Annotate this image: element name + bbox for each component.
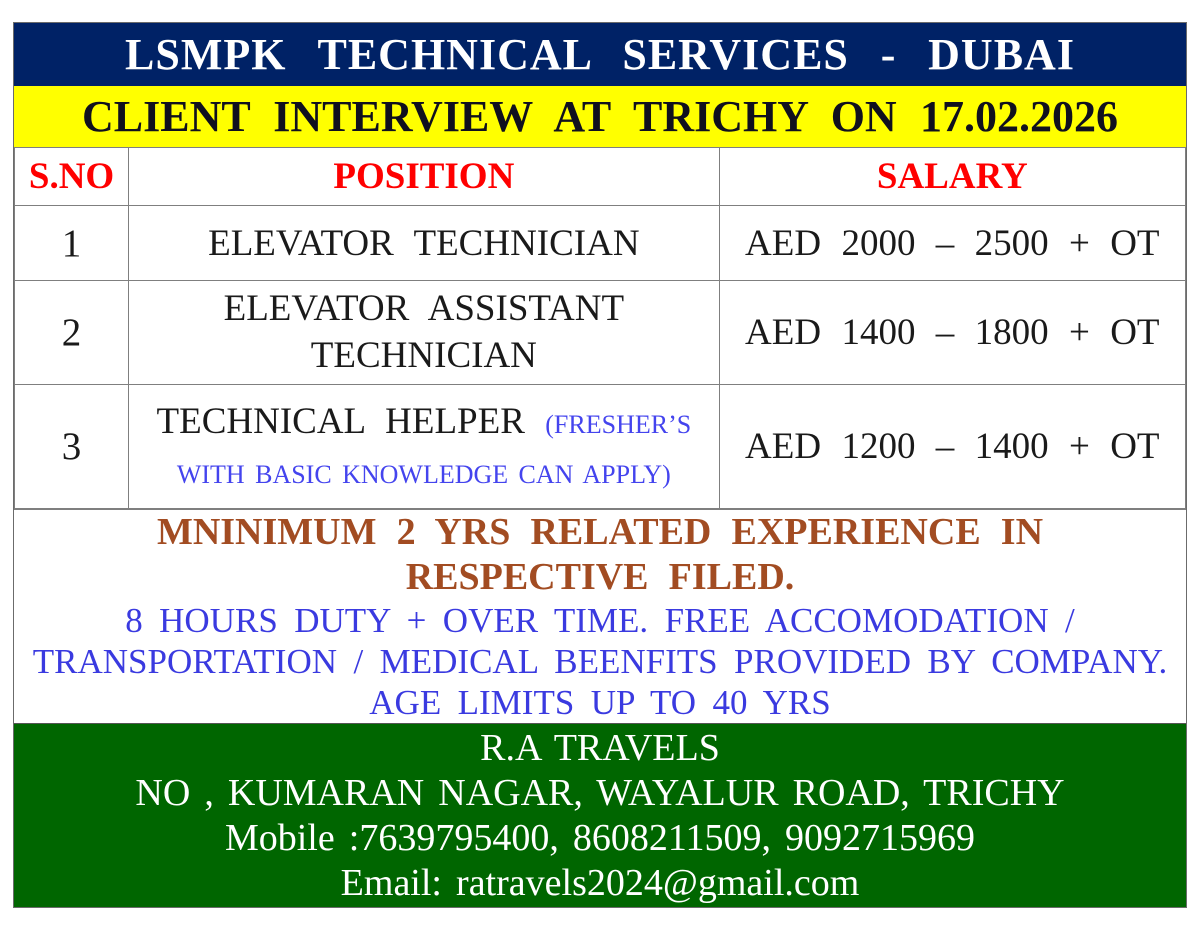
- agency-name: R.A TRAVELS: [480, 726, 720, 769]
- cell-position: [129, 281, 720, 385]
- column-header-sno: S.NO: [15, 148, 129, 206]
- position-text: TECHNICAL HELPER: [156, 400, 525, 442]
- interview-banner: [14, 86, 1186, 147]
- cell-position: ELEVATOR TECHNICIAN: [129, 206, 720, 281]
- cell-sno: 3: [15, 385, 129, 509]
- benefits-note-line: 8 HOURS DUTY + OVER TIME. FREE ACCOMODATION /: [125, 601, 1075, 640]
- cell-sno: 2: [15, 281, 129, 385]
- job-flyer: [13, 22, 1187, 908]
- agency-address: NO , KUMARAN NAGAR, WAYALUR ROAD, TRICHY: [135, 771, 1065, 814]
- cell-salary: AED 1400 – 1800 + OT: [719, 281, 1185, 385]
- table-row: [15, 385, 1186, 509]
- column-header-position: POSITION: [129, 148, 720, 206]
- benefits-note-line: TRANSPORTATION / MEDICAL BEENFITS PROVIDED BY COMPANY.: [32, 642, 1168, 681]
- cell-position: [129, 385, 720, 509]
- experience-note-line: RESPECTIVE FILED.: [405, 556, 795, 598]
- agency-mobile-numbers: Mobile :7639795400, 8608211509, 9092715969: [224, 816, 976, 859]
- table-header-row: [15, 148, 1186, 206]
- position-text: ELEVATOR ASSISTANT TECHNICIAN: [223, 288, 625, 376]
- cell-sno: 1: [15, 206, 129, 281]
- cell-salary: AED 1200 – 1400 + OT: [719, 385, 1185, 509]
- cell-salary: AED 2000 – 2500 + OT: [719, 206, 1185, 281]
- company-title: LSMPK TECHNICAL SERVICES - DUBAI: [125, 30, 1075, 79]
- position-fresher-note: (FRESHER’S WITH BASIC KNOWLEDGE CAN APPLY): [176, 409, 692, 489]
- notes-section: [14, 509, 1186, 723]
- benefits-note-line: AGE LIMITS UP TO 40 YRS: [369, 683, 831, 722]
- interview-banner-text: CLIENT INTERVIEW AT TRICHY ON 17.02.2026: [81, 92, 1119, 141]
- company-title-bar: [14, 23, 1186, 86]
- table-row: [15, 206, 1186, 281]
- positions-table: [14, 147, 1186, 509]
- column-header-salary: SALARY: [719, 148, 1185, 206]
- agency-footer: [14, 723, 1186, 907]
- experience-note-line: MNINIMUM 2 YRS RELATED EXPERIENCE IN: [156, 511, 1044, 553]
- table-row: [15, 281, 1186, 385]
- agency-email: Email: ratravels2024@gmail.com: [340, 861, 860, 904]
